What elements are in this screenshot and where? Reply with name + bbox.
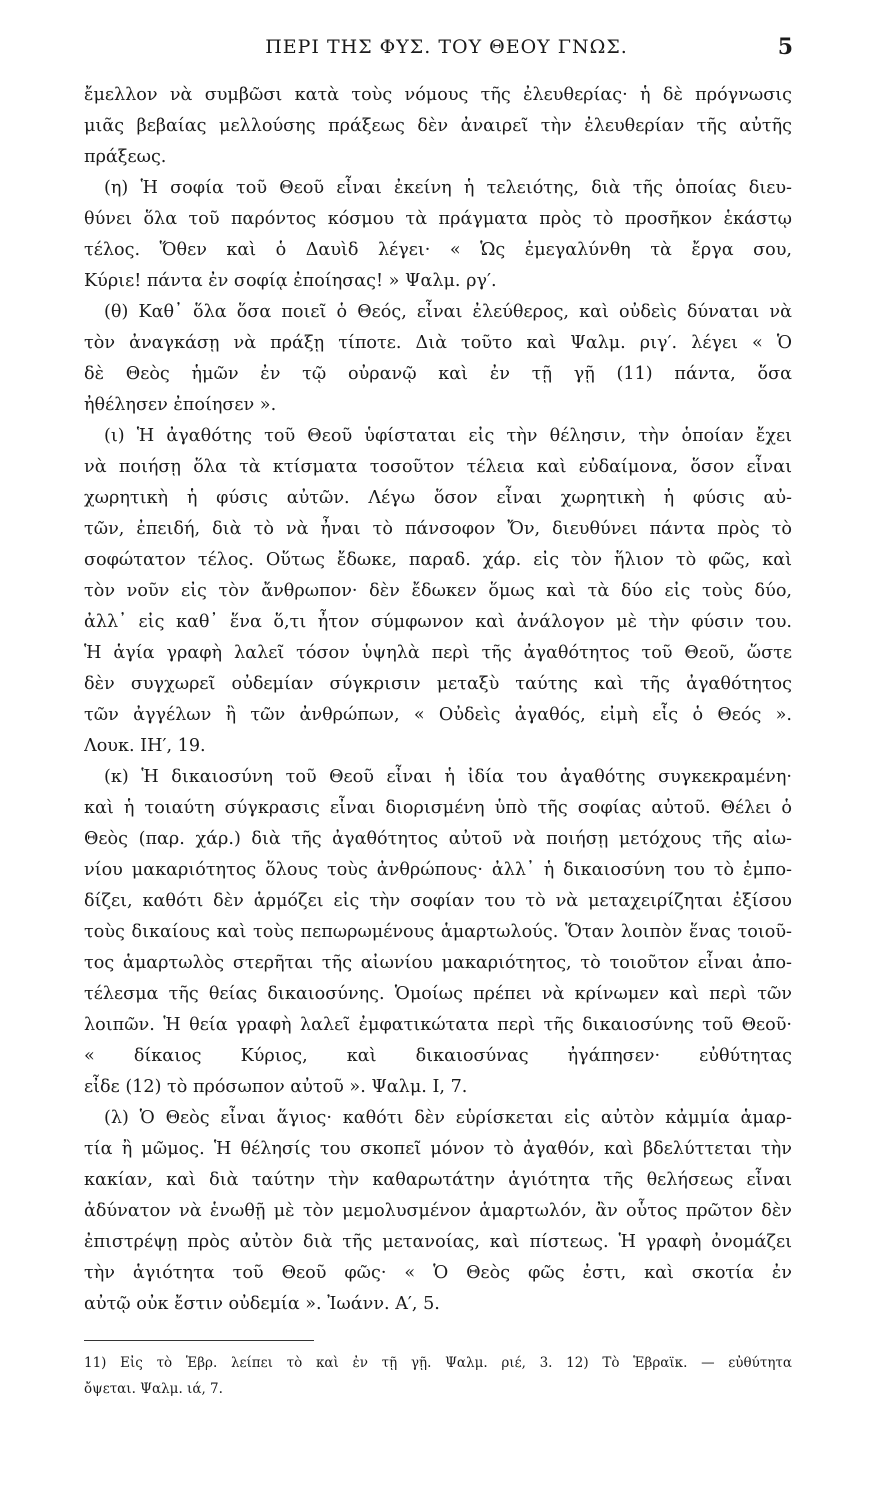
- page-header: [0, 36, 893, 66]
- page-number: 5: [777, 34, 793, 60]
- text-line: δὲ Θεὸς ἡμῶν ἐν τῷ οὐρανῷ καὶ ἐν τῇ γῇ (11) πάντα, ὅσα: [84, 364, 792, 384]
- text-line: σοφώτατον τέλος. Οὕτως ἔδωκε, παραδ. χάρ. εἰς τὸν ἥλιον τὸ φῶς, καὶ: [84, 550, 792, 570]
- text-line: (κ) Ἡ δικαιοσύνη τοῦ Θεοῦ εἶναι ἡ ἰδία του ἀγαθότης συγκεκραμένη·: [104, 767, 792, 787]
- text-line: (η) Ἡ σοφία τοῦ Θεοῦ εἶναι ἐκείνη ἡ τελειότης, διὰ τῆς ὁποίας διευ-: [104, 178, 792, 198]
- text-line: τῶν, ἐπειδή, διὰ τὸ νὰ ἦναι τὸ πάνσοφον Ὄν, διευθύνει πάντα πρὸς τὸ: [84, 519, 792, 539]
- text-line: τέλος. Ὅθεν καὶ ὁ Δαυὶδ λέγει· « Ὡς ἐμεγαλύνθη τὰ ἔργα σου,: [84, 240, 792, 260]
- text-line: λοιπῶν. Ἡ θεία γραφὴ λαλεῖ ἐμφατικώτατα περὶ τῆς δικαιοσύνης τοῦ Θεοῦ·: [84, 1015, 792, 1035]
- text-line: μιᾶς βεβαίας μελλούσης πράξεως δὲν ἀναιρεῖ τὴν ἐλευθερίαν τῆς αὐτῆς: [84, 116, 792, 136]
- text-line: (λ) Ὁ Θεὸς εἶναι ἅγιος· καθότι δὲν εὑρίσκεται εἰς αὐτὸν κἀμμία ἁμαρ-: [104, 1108, 792, 1128]
- footnotes: [84, 1350, 792, 1402]
- text-line: ἔμελλον νὰ συμβῶσι κατὰ τοὺς νόμους τῆς ἐλευθερίας· ἡ δὲ πρόγνωσις: [84, 85, 792, 105]
- text-line: τῶν ἀγγέλων ἢ τῶν ἀνθρώπων, « Οὐδεὶς ἀγαθός, εἰμὴ εἷς ὁ Θεός ».: [84, 705, 792, 725]
- text-line: ἀδύνατον νὰ ἑνωθῇ μὲ τὸν μεμολυσμένον ἁμαρτωλόν, ἂν οὗτος πρῶτον δὲν: [84, 1201, 792, 1221]
- footnote-line: 11) Εἰς τὸ Ἑβρ. λείπει τὸ καὶ ἐν τῇ γῇ. Ψαλμ. ριέ, 3. 12) Τὸ Ἑβραϊκ. — εὐθύτητα: [84, 1355, 792, 1371]
- text-line: τία ἢ μῶμος. Ἡ θέλησίς του σκοπεῖ μόνον τὸ ἀγαθόν, καὶ βδελύττεται τὴν: [84, 1139, 792, 1159]
- text-line: νὰ ποιήσῃ ὅλα τὰ κτίσματα τοσοῦτον τέλεια καὶ εὐδαίμονα, ὅσον εἶναι: [84, 457, 792, 477]
- text-line: καὶ ἡ τοιαύτη σύγκρασις εἶναι διορισμένη ὑπὸ τῆς σοφίας αὐτοῦ. Θέλει ὁ: [84, 798, 792, 818]
- text-line: τὸν νοῦν εἰς τὸν ἄνθρωπον· δὲν ἔδωκεν ὅμως καὶ τὰ δύο εἰς τοὺς δύο,: [84, 581, 792, 601]
- text-line: ἠθέλησεν ἐποίησεν ».: [84, 395, 277, 415]
- footnote-rule: [84, 1340, 314, 1341]
- text-line: ἀλλ᾽ εἰς καθ᾽ ἕνα ὅ,τι ἦτον σύμφωνον καὶ ἀνάλογον μὲ τὴν φύσιν του.: [84, 612, 792, 632]
- text-line: χωρητικὴ ἡ φύσις αὐτῶν. Λέγω ὅσον εἶναι χωρητικὴ ἡ φύσις αὐ-: [84, 488, 792, 508]
- text-line: τος ἁμαρτωλὸς στερῆται τῆς αἰωνίου μακαριότητος, τὸ τοιοῦτον εἶναι ἀπο-: [84, 953, 792, 973]
- text-line: δὲν συγχωρεῖ οὐδεμίαν σύγκρισιν μεταξὺ ταύτης καὶ τῆς ἀγαθότητος: [84, 674, 792, 694]
- text-line: θύνει ὅλα τοῦ παρόντος κόσμου τὰ πράγματα πρὸς τὸ προσῆκον ἑκάστῳ: [84, 209, 792, 229]
- text-line: ἐπιστρέψῃ πρὸς αὐτὸν διὰ τῆς μετανοίας, καὶ πίστεως. Ἡ γραφὴ ὀνομάζει: [84, 1232, 792, 1252]
- text-line: (θ) Καθ᾽ ὅλα ὅσα ποιεῖ ὁ Θεός, εἶναι ἐλεύθερος, καὶ οὐδεὶς δύναται νὰ: [104, 302, 792, 322]
- text-line: κακίαν, καὶ διὰ ταύτην τὴν καθαρωτάτην ἁγιότητα τῆς θελήσεως εἶναι: [84, 1170, 792, 1190]
- text-line: τοὺς δικαίους καὶ τοὺς πεπωρωμένους ἁμαρτωλούς. Ὅταν λοιπὸν ἕνας τοιοῦ-: [84, 922, 792, 942]
- running-title: ΠΕΡΙ ΤΗΣ ΦΥΣ. ΤΟΥ ΘΕΟΥ ΓΝΩΣ.: [265, 36, 628, 58]
- body-text: [84, 80, 792, 1320]
- text-line: Λουκ. ΙΗ′, 19.: [84, 736, 206, 756]
- text-line: αὐτῷ οὐκ ἔστιν οὐδεμία ». Ἰωάνν. Α′, 5.: [84, 1294, 440, 1314]
- text-line: δίζει, καθότι δὲν ἁρμόζει εἰς τὴν σοφίαν του τὸ νὰ μεταχειρίζηται ἐξίσου: [84, 891, 792, 911]
- text-line: εἶδε (12) τὸ πρόσωπον αὐτοῦ ». Ψαλμ. Ι, 7.: [84, 1077, 468, 1097]
- text-line: τὸν ἀναγκάσῃ νὰ πράξῃ τίποτε. Διὰ τοῦτο καὶ Ψαλμ. ριγ′. λέγει « Ὁ: [84, 333, 792, 353]
- footnote-line: ὄψεται. Ψαλμ. ιά, 7.: [84, 1381, 223, 1397]
- text-line: νίου μακαριότητος ὅλους τοὺς ἀνθρώπους· ἀλλ᾽ ἡ δικαιοσύνη του τὸ ἐμπο-: [84, 860, 792, 880]
- text-line: Κύριε! πάντα ἐν σοφίᾳ ἐποίησας! » Ψαλμ. ργ′.: [84, 271, 497, 291]
- text-line: (ι) Ἡ ἀγαθότης τοῦ Θεοῦ ὑφίσταται εἰς τὴν θέλησιν, τὴν ὁποίαν ἔχει: [104, 426, 792, 446]
- text-line: πράξεως.: [84, 147, 167, 167]
- text-line: τὴν ἁγιότητα τοῦ Θεοῦ φῶς· « Ὁ Θεὸς φῶς ἐστι, καὶ σκοτία ἐν: [84, 1263, 792, 1283]
- text-line: « δίκαιος Κύριος, καὶ δικαιοσύνας ἠγάπησεν· εὐθύτητας: [84, 1046, 792, 1066]
- text-line: τέλεσμα τῆς θείας δικαιοσύνης. Ὁμοίως πρέπει νὰ κρίνωμεν καὶ περὶ τῶν: [84, 984, 792, 1004]
- text-line: Ἡ ἁγία γραφὴ λαλεῖ τόσον ὑψηλὰ περὶ τῆς ἀγαθότητος τοῦ Θεοῦ, ὥστε: [84, 643, 792, 663]
- text-line: Θεὸς (παρ. χάρ.) διὰ τῆς ἀγαθότητος αὐτοῦ νὰ ποιήσῃ μετόχους τῆς αἰω-: [84, 829, 792, 849]
